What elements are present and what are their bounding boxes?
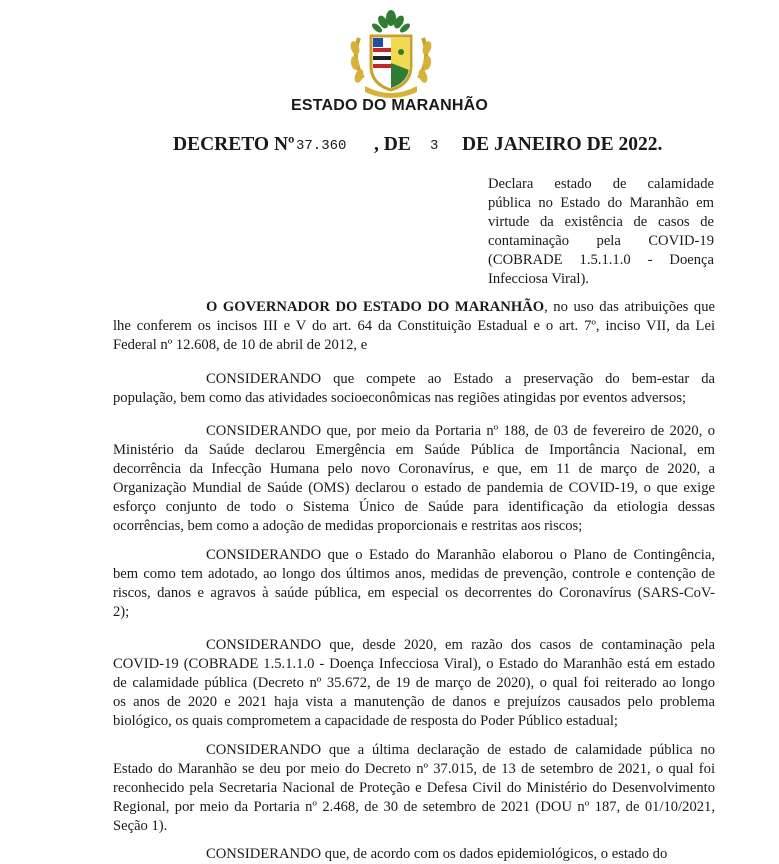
ementa-line: contaminação pela COVID-19 xyxy=(488,233,714,249)
considerando-paragraph xyxy=(113,422,715,536)
paragraph-line: Organização Mundial de Saúde (OMS) declarou o estado de pandemia de COVID-19, o que exige xyxy=(113,480,715,496)
decree-de-label: , DE xyxy=(374,134,411,155)
ementa-line: Declara estado de calamidade xyxy=(488,176,714,192)
ementa-line: Infecciosa Viral). xyxy=(488,271,589,287)
governor-title: O GOVERNADOR DO ESTADO DO MARANHÃO xyxy=(206,299,545,315)
decree-date: DE JANEIRO DE 2022. xyxy=(462,134,663,155)
preamble-line-rest: , no uso das atribuições que xyxy=(544,299,715,315)
paragraph-line: esforço conjunto de todo o Sistema Único de Saúde para identificação da etiologia dessas xyxy=(113,499,715,515)
decree-number: 37.360 xyxy=(296,138,347,154)
considerando-paragraph xyxy=(113,636,715,731)
preamble-line: Federal nº 12.608, de 10 de abril de 2012, e xyxy=(113,337,368,353)
paragraph-line: CONSIDERANDO que, por meio da Portaria nº 188, de 03 de fevereiro de 2020, o xyxy=(206,423,715,439)
paragraph-line: população, bem como das atividades socioeconômicas nas regiões atingidas por eventos adversos; xyxy=(113,390,687,406)
coat-of-arms-icon xyxy=(343,8,439,98)
considerando-paragraph-cut xyxy=(113,845,715,864)
ementa xyxy=(488,175,714,289)
paragraph-line: bem como tem adotado, ao longo dos últimos anos, medidas de prevenção, controle e contenção de xyxy=(113,566,715,582)
paragraph-line: Regional, por meio da Portaria nº 2.468, de 30 de setembro de 2021 (DOU nº 187, de 01/10/2021, xyxy=(113,799,715,815)
paragraph-line: CONSIDERANDO que compete ao Estado a preservação do bem-estar da xyxy=(206,371,715,387)
paragraph-line: de calamidade pública (Decreto nº 35.672, de 19 de março de 2020), o qual foi reiterado ao longo xyxy=(113,675,715,691)
decree-title xyxy=(0,134,779,158)
preamble-line: lhe conferem os incisos III e V do art. 64 da Constituição Estadual e o art. 7º, inciso VII, da Lei xyxy=(113,318,715,334)
paragraph-line: CONSIDERANDO que o Estado do Maranhão elaborou o Plano de Contingência, xyxy=(206,547,715,563)
paragraph-line: Ministério da Saúde declarou Emergência em Saúde Pública de Importância Nacional, em xyxy=(113,442,715,458)
preamble xyxy=(113,298,715,355)
paragraph-line: biológico, os quais comprometem a capacidade de resposta do Poder Público estadual; xyxy=(113,713,618,729)
ementa-line: virtude da existência de casos de xyxy=(488,214,714,230)
preamble-line xyxy=(113,298,715,317)
paragraph-line: Seção 1). xyxy=(113,818,168,834)
paragraph-line: Estado do Maranhão se deu por meio do Decreto nº 37.015, de 13 de setembro de 2021, o qual foi xyxy=(113,761,715,777)
paragraph-line: os anos de 2020 e 2021 haja vista a manutenção de danos e prejuízos causados pelo problema xyxy=(113,694,715,710)
paragraph-line: decorrência da Infecção Humana pelo novo Coronavírus, e que, em 11 de março de 2020, a xyxy=(113,461,715,477)
considerando-paragraph xyxy=(113,546,715,622)
paragraph-line: reconhecido pela Secretaria Nacional de Proteção e Defesa Civil do Ministério do Desenvolvimento xyxy=(113,780,715,796)
paragraph-line: ocorrências, bem como a adoção de medidas proporcionais e restritas aos riscos; xyxy=(113,518,583,534)
ementa-line: (COBRADE 1.5.1.1.0 - Doença xyxy=(488,252,714,268)
paragraph-line: COVID-19 (COBRADE 1.5.1.1.0 - Doença Infecciosa Viral), o Estado do Maranhão está em estado xyxy=(113,656,715,672)
paragraph-line: CONSIDERANDO que, de acordo com os dados epidemiológicos, o estado do xyxy=(206,846,668,862)
decree-prefix: DECRETO Nº xyxy=(173,134,295,155)
paragraph-line: 2); xyxy=(113,604,130,620)
decree-day: 3 xyxy=(430,138,439,154)
state-name: ESTADO DO MARANHÃO xyxy=(290,97,489,114)
paragraph-line: CONSIDERANDO que a última declaração de estado de calamidade pública no xyxy=(206,742,715,758)
considerando-paragraph xyxy=(113,370,715,408)
considerando-paragraph xyxy=(113,741,715,836)
paragraph-line: riscos, danos e agravos à saúde pública, em especial os decorrentes do Coronavírus (SARS-CoV- xyxy=(113,585,715,601)
paragraph-line: CONSIDERANDO que, desde 2020, em razão dos casos de contaminação pela xyxy=(206,637,715,653)
ementa-line: pública no Estado do Maranhão em xyxy=(488,195,714,211)
